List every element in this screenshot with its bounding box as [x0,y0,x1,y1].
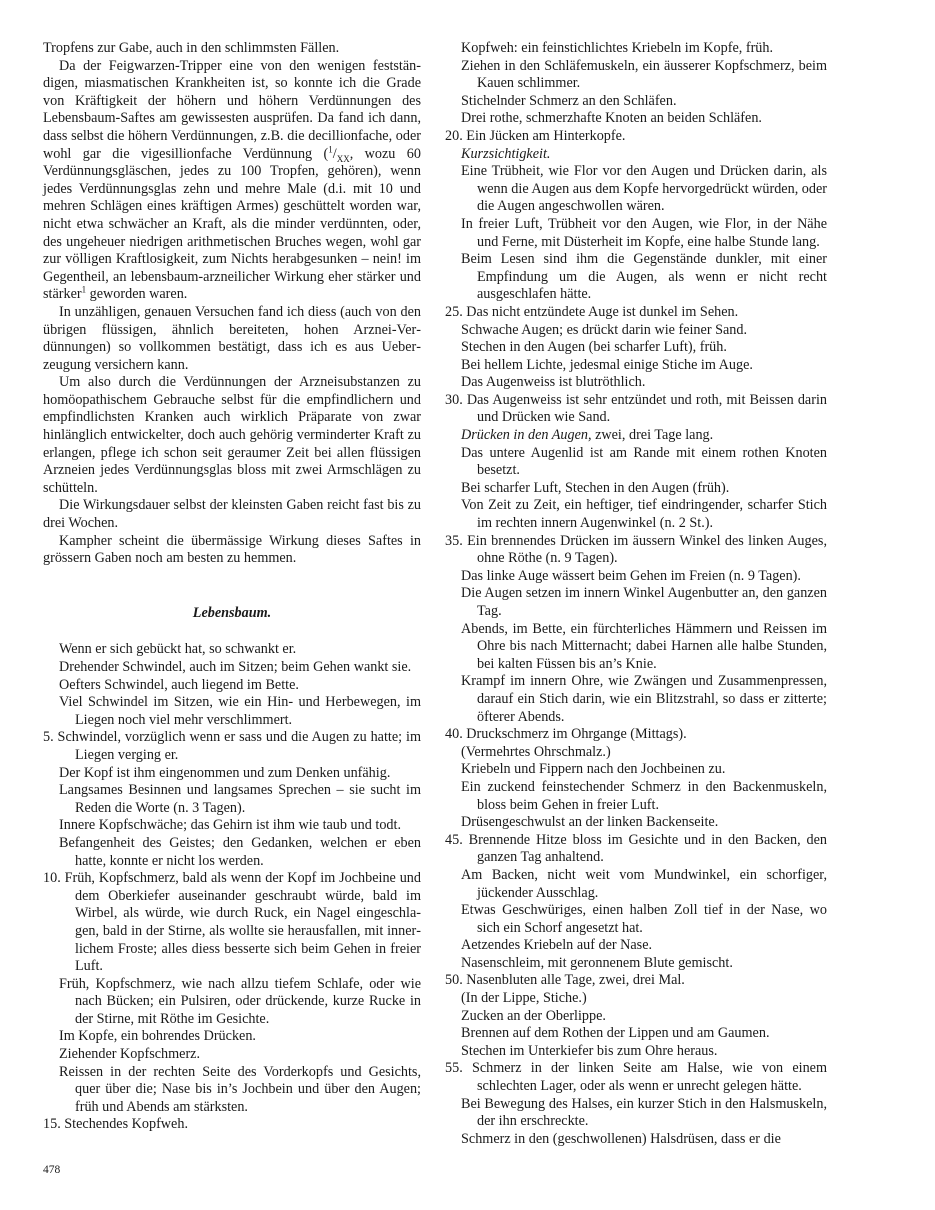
symptom-entry: Nasenschleim, mit geronnenem Blute gemischt. [461,954,733,971]
symptom-entry: Kurzsichtigkeit. [461,145,551,162]
symptom-entry: Krampf im innern Ohre, wie Zwängen und Zusammenpressen, darauf ein Stich darin, wie ein Blitzstrahl, so dass er zitterte; öfterer Abends. [461,673,827,725]
paragraph: Tropfens zur Gabe, auch in den schlimmsten Fällen. [43,40,340,56]
section-heading: Lebensbaum. [192,604,272,621]
symptom-entry: Am Backen, nicht weit vom Mundwinkel, ein schorfiger, jückender Ausschlag. [461,866,827,901]
symptom-entry: Ein zuckend feinstechender Schmerz in den Backenmuskeln, bloss beim Gehen in freier Luft. [461,778,827,813]
symptom-entry: Drücken in den Augen, zwei, drei Tage lang. [461,427,714,444]
fraction-denominator: XX [336,153,350,164]
symptom-entry: 45. Brennende Hitze bloss im Gesichte und in den Backen, den ganzen Tag anhaltend. [445,831,827,866]
symptom-entry: 50. Nasenbluten alle Tage, zwei, drei Mal. [445,972,685,989]
symptom-entry: Das linke Auge wässert beim Gehen im Freien (n. 9 Tagen). [461,567,801,584]
symptom-entry: Kriebeln und Fippern nach den Jochbeinen zu. [461,761,726,778]
symptom-entry: 10. Früh, Kopfschmerz, bald als wenn der Kopf im Jochbeine und dem Oberkiefer auseinander geschraubt würde, bald im Wirbel, als würde, wie durch Ruck, ein Nagel eingeschlagen, bald in der Stirne, als wollte sie herausfallen, mit innerlichem Froste; alles diess besserte sich beim Gehen in freier Luft. [43,870,421,975]
fraction-numerator: 1 [328,143,333,154]
symptom-entry: Von Zeit zu Zeit, ein heftiger, tief eindringender, scharfer Stich im rechten innern Augenwinkel (n. 2 St.). [461,497,827,532]
symptom-entry: Das untere Augenlid ist am Rande mit einem rothen Knoten besetzt. [461,444,827,479]
paragraph: Die Wirkungsdauer selbst der kleinsten Gaben reicht fast bis zu drei Wochen. [43,497,421,532]
symptom-entry: Befangenheit des Geistes; den Gedanken, welchen er eben hatte, konnte er nicht los werden. [59,834,421,869]
symptom-entry: Stechen in den Augen (bei scharfer Luft), früh. [461,339,727,356]
symptom-entry: 35. Ein brennendes Drücken im äussern Winkel des linken Auges, ohne Röthe (n. 9 Tagen). [445,532,827,567]
symptom-entry: 20. Ein Jücken am Hinterkopfe. [445,127,626,144]
symptom-entry: Früh, Kopfschmerz, wie nach allzu tiefem Schlafe, oder wie nach Bücken; ein Pulsiren, oder drückende, kurze Rucke in der Stirne, mit Röthe im Gesichte. [59,975,421,1027]
symptom-entry: In freier Luft, Trübheit vor den Augen, wie Flor, in der Nähe und Ferne, mit Düsterheit im Kopfe, eine halbe Stunde lang. [461,215,827,250]
symptom-entry: Oefters Schwindel, auch liegend im Bette. [59,676,299,693]
symptom-entry: 15. Stechendes Kopfweh. [43,1116,188,1133]
symptom-entry: Drüsengeschwulst an der linken Backenseite. [461,814,719,831]
symptom-entry: Schwache Augen; es drückt darin wie feiner Sand. [461,321,748,338]
symptom-entry: 25. Das nicht entzündete Auge ist dunkel im Sehen. [445,303,739,320]
symptom-entry: (Vermehrtes Ohrschmalz.) [461,743,611,760]
symptom-entry: Im Kopfe, ein bohrendes Drücken. [59,1028,256,1045]
paragraph: Da der Feigwarzen-Tripper eine von den wenigen festständigen, miasmatischen Krankheiten ist, so konnte ich die Grade von Kräftigkeit der höhern und höhern Verdünnungen des Lebensbaum-Saftes am gewissesten ausprüfen. Da fand ich dann, dass selbst die höhern Verdünnungen, z.B. die decillionfache, oder wohl gar die vigesillionfache Verdünnung ($^1/_{XX}$, wozu 60 Verdünnungsgläschen, jedes zu 100 Tropfen, gehören), wenn jedes Verdünnungsglas zehn und mehre Male (d.i. mit 10 und mehren Schlägen eines kräftigen Armes) geschüttelt worden war, nicht etwa schwächer an Kraft, als die minder verdünnten, oder, des ungeheuer niedrigen arithmetischen Bruches wegen, wohl gar zur völligen Kraftlosigkeit, zum Nichts herabgesunken – nein! im Gegentheil, an lebensbaum-arzneilicher Wirkung eher stärker und stärker$^1$ geworden waren. [43,57,421,303]
left-column [43,40,421,1134]
symptom-entry: Beim Lesen sind ihm die Gegenstände dunkler, mit einer Empfindung um die Augen, als wenn er nicht recht ausgeschlafen hätte. [461,251,827,303]
page-number: 478 [43,1164,61,1176]
symptom-entry: Eine Trübheit, wie Flor vor den Augen und Drücken darin, als wenn die Augen aus dem Kopfe hervorgedrückt würden, oder die Augen angeschwollen wären. [461,163,827,215]
symptom-entry: Innere Kopfschwäche; das Gehirn ist ihm wie taub und todt. [59,817,401,834]
symptom-entry: 40. Druckschmerz im Ohrgange (Mittags). [445,726,687,743]
paragraph: In unzähligen, genauen Versuchen fand ich diess (auch von den übrigen flüssigen, ähnlich bereiteten, hohen Arznei-Verdünnungen) so vollkommen bestätigt, dass ich es aus Ueberzeugung versichern kann. [43,303,421,373]
symptom-entry: Zucken an der Oberlippe. [461,1007,606,1024]
symptom-entry: Bei Bewegung des Halses, ein kurzer Stich in den Halsmuskeln, der ihn erschreckte. [461,1095,827,1130]
symptom-entry: Bei hellem Lichte, jedesmal einige Stiche im Auge. [461,356,753,373]
symptom-entry: Drehender Schwindel, auch im Sitzen; beim Gehen wankt sie. [59,659,412,675]
symptom-entry: Ziehen in den Schläfemuskeln, ein äusserer Kopfschmerz, beim Kauen schlimmer. [461,57,827,92]
symptom-entry: Brennen auf dem Rothen der Lippen und am Gaumen. [461,1025,770,1042]
symptom-entry: Das Augenweiss ist blutröthlich. [461,374,646,391]
symptom-entry: 30. Das Augenweiss ist sehr entzündet und roth, mit Beissen darin und Drücken wie Sand. [445,391,827,426]
symptom-entry: 5. Schwindel, vorzüglich wenn er sass und die Augen zu hatte; im Liegen verging er. [43,729,421,763]
symptom-entry: Kopfweh: ein feinstichlichtes Kriebeln im Kopfe, früh. [461,40,774,56]
right-column [445,40,827,1148]
symptom-entry: Der Kopf ist ihm eingenommen und zum Denken unfähig. [59,764,391,781]
symptom-entry: Bei scharfer Luft, Stechen in den Augen (früh). [461,479,730,496]
symptom-entry: Wenn er sich gebückt hat, so schwankt er. [59,641,297,658]
symptom-entry: Reissen in der rechten Seite des Vorderkopfs und Gesichts, quer über die; Nase bis in’s Jochbein und über den Augen; früh und Abends am stärksten. [59,1063,421,1115]
symptom-entry: Drei rothe, schmerzhafte Knoten an beiden Schläfen. [461,110,762,127]
symptom-entry: Stichelnder Schmerz an den Schläfen. [461,92,677,109]
symptom-entry: Etwas Geschwüriges, einen halben Zoll tief in der Nase, wo sich ein Schorf angesetzt hat. [461,902,827,936]
symptom-entry: Viel Schwindel im Sitzen, wie ein Hin- und Herbewegen, im Liegen noch viel mehr verschlimmert. [59,694,421,728]
symptom-entry: 55. Schmerz in der linken Seite am Halse, wie von einem schlechten Lager, oder als wenn er unrecht gelegen hätte. [445,1060,827,1095]
symptom-entry: Die Augen setzen im innern Winkel Augenbutter an, den ganzen Tag. [461,585,827,619]
symptom-entry: Langsames Besinnen und langsames Sprechen – sie sucht im Reden die Worte (n. 3 Tagen). [59,782,421,816]
symptom-entry: Schmerz in den (geschwollenen) Halsdrüsen, dass er die [461,1130,781,1147]
symptom-entry: Abends, im Bette, ein fürchterliches Hämmern und Reissen im Ohre bis nach Mitternacht; dabei Harnen alle halbe Stunden, bei kalten Füssen bis an’s Knie. [461,620,827,672]
symptom-entry: Ziehender Kopfschmerz. [59,1046,201,1063]
footnote-mark: 1 [81,284,87,295]
symptom-entry: (In der Lippe, Stiche.) [461,990,587,1007]
paragraph: Um also durch die Verdünnungen der Arzneisubstanzen zu homöopathischem Gebrauche selbst für die empfindlichern und empfindlichsten Kranken auch wirklich Präparate von zwar hinlänglich entwickelter, doch auch gehörig verminderter Kraft zu erlangen, pflege ich schon seit geraumer Zeit bei allen flüssigen Arzneien jedes Verdünnungsglas bloss mit zwei Armschlägen zu schütteln. [43,374,421,496]
symptom-entry: Aetzendes Kriebeln auf der Nase. [461,937,653,954]
symptom-entry: Stechen im Unterkiefer bis zum Ohre heraus. [461,1042,718,1059]
paragraph: Kampher scheint die übermässige Wirkung dieses Saftes in grössern Gaben noch am besten zu hemmen. [43,532,421,567]
